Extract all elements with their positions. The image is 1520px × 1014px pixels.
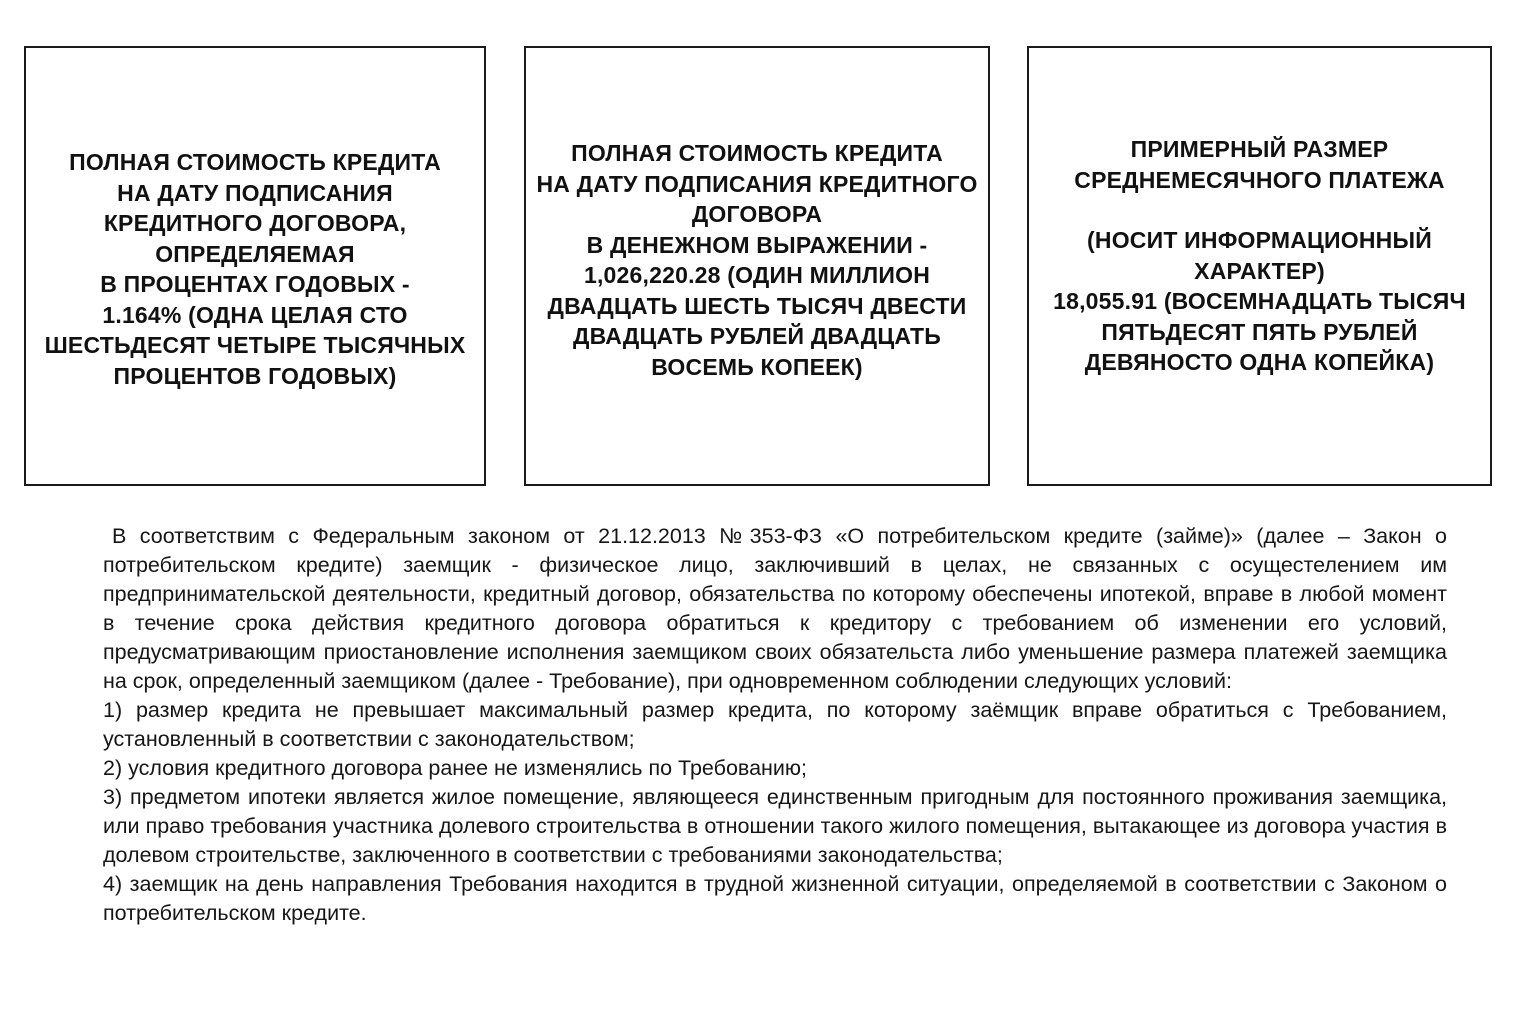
box-line: НА ДАТУ ПОДПИСАНИЯ xyxy=(117,179,393,206)
intro-paragraph: В соответствим с Федеральным законом от 21.12.2013 №353-ФЗ «О потребительском кредите (займе)» (далее – Закон о потребительском кредите) заемщик - физическое лицо, заключивший в целах, не связанных с осущестелением им предпринимательской деятельности, кредитный договор, обязательства по которому обеспечены ипотекой, вправе в любой момент в течение срока действия кредитного договора обратиться к кредитору с требованием об изменении его условий, предусматривающим приостановление исполнения заемщиком своих обязательста либо уменьшение размера платежей заемщика на срок, определенный заемщиком (далее - Требование), при одновременном соблюдении следующих условий: xyxy=(103,524,1447,693)
box-line: КРЕДИТНОГО ДОГОВОРА, xyxy=(103,210,407,236)
box-line: 18,055.91 (ВОСЕМНАДЦАТЬ ТЫСЯЧ xyxy=(1053,288,1466,315)
condition-item: 3) предметом ипотеки является жилое помещение, являющееся единственным пригодным для постоянного проживания заемщика, или право требования участника долевого строительства в отношении такого жилого помещения, вытакающее из договора участия в долевом строительстве, заключенного в соответствии с требованиями законодательства; xyxy=(103,785,1447,867)
box-line: В ДЕНЕЖНОМ ВЫРАЖЕНИИ - xyxy=(586,231,928,258)
spacer xyxy=(1053,195,1466,225)
box-line: В ПРОЦЕНТАХ ГОДОВЫХ - xyxy=(100,271,410,297)
box-line: ДВАДЦАТЬ РУБЛЕЙ ДВАДЦАТЬ xyxy=(573,323,941,349)
effective-rate-text xyxy=(45,147,466,391)
box-line: (НОСИТ ИНФОРМАЦИОННЫЙ xyxy=(1087,227,1432,254)
condition-item: 1) размер кредита не превышает максимальный размер кредита, по которому заёмщик вправе обратиться с Требованием, установленный в соответствии с законодательством; xyxy=(103,698,1447,751)
box-line: ДЕВЯНОСТО ОДНА КОПЕЙКА) xyxy=(1084,349,1435,376)
box-line: ДВАДЦАТЬ ШЕСТЬ ТЫСЯЧ ДВЕСТИ xyxy=(547,292,967,319)
box-line: ПОЛНАЯ СТОИМОСТЬ КРЕДИТА xyxy=(69,149,441,175)
total-cost-box xyxy=(524,46,990,486)
box-line: 1.164% (ОДНА ЦЕЛАЯ СТО xyxy=(102,301,408,328)
legal-text xyxy=(103,522,1447,928)
total-cost-text xyxy=(536,138,977,382)
box-line: ХАРАКТЕР) xyxy=(1194,257,1325,284)
monthly-payment-box xyxy=(1027,46,1492,486)
box-line: ШЕСТЬДЕСЯТ ЧЕТЫРЕ ТЫСЯЧНЫХ xyxy=(44,332,466,358)
box-line: ОПРЕДЕЛЯЕМАЯ xyxy=(155,240,355,267)
box-line: ПРОЦЕНТОВ ГОДОВЫХ) xyxy=(113,362,397,389)
box-line: ДОГОВОРА xyxy=(691,201,823,227)
box-line: 1,026,220.28 (ОДИН МИЛЛИОН xyxy=(583,262,931,288)
box-line: СРЕДНЕМЕСЯЧНОГО ПЛАТЕЖА xyxy=(1074,166,1445,193)
box-line: ПЯТЬДЕСЯТ ПЯТЬ РУБЛЕЙ xyxy=(1101,318,1418,345)
condition-item: 4) заемщик на день направления Требования находится в трудной жизненной ситуации, определяемой в соответствии с Законом о потребительском кредите. xyxy=(103,872,1447,925)
monthly-payment-text xyxy=(1053,134,1466,378)
box-line: НА ДАТУ ПОДПИСАНИЯ КРЕДИТНОГО xyxy=(536,170,978,197)
condition-item: 2) условия кредитного договора ранее не изменялись по Требованию; xyxy=(103,756,808,780)
box-line: ПОЛНАЯ СТОИМОСТЬ КРЕДИТА xyxy=(571,140,943,166)
box-line: ПРИМЕРНЫЙ РАЗМЕР xyxy=(1130,136,1389,163)
box-line: ВОСЕМЬ КОПЕЕК) xyxy=(651,353,863,380)
effective-rate-box xyxy=(24,46,486,486)
